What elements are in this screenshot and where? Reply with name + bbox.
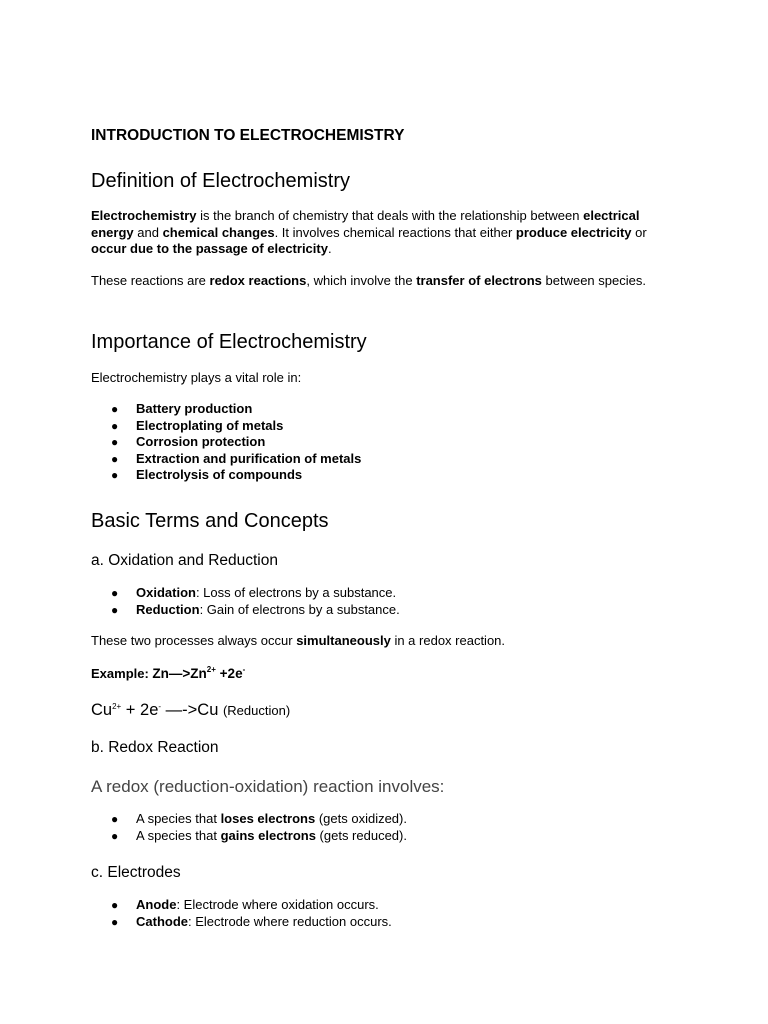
equation-part: + 2e: [121, 701, 159, 719]
list-item-text: (gets reduced).: [315, 827, 407, 843]
equation-zn: [152, 666, 245, 681]
text-span: , which involve the: [306, 273, 417, 288]
bullet-icon: ●: [111, 402, 119, 416]
list-item: [91, 451, 361, 468]
list-item: [91, 434, 361, 451]
term-cathode: Cathode: [136, 913, 188, 929]
bullet-icon: ●: [111, 586, 119, 600]
bullet-icon: ●: [111, 914, 119, 929]
text-span: . It involves chemical reactions that either: [274, 224, 516, 240]
list-item-text: Corrosion protection: [136, 434, 266, 450]
superscript-charge: -: [158, 702, 162, 711]
list-item-text: Electrolysis of compounds: [136, 467, 303, 483]
term-simultaneously: simultaneously: [296, 633, 391, 648]
reduction-note: (Reduction): [222, 703, 291, 718]
term-electrical-energy: electrical energy: [91, 208, 640, 240]
list-item-text: : Electrode where reduction occurs.: [188, 913, 392, 929]
list-item-text: : Loss of electrons by a substance.: [195, 585, 397, 600]
bullet-icon: ●: [111, 828, 119, 843]
list-item-text: A species that: [136, 811, 221, 826]
list-item-text: Battery production: [136, 401, 253, 416]
term-anode: Anode: [136, 897, 177, 912]
electrodes-heading: c. Electrodes: [91, 864, 181, 881]
list-item: [91, 418, 361, 435]
redox-list: [91, 811, 407, 844]
definition-heading: Definition of Electrochemistry: [91, 170, 350, 192]
term-electrochemistry: Electrochemistry: [91, 208, 197, 223]
term-reduction: Reduction: [136, 601, 200, 617]
list-item-text: Electroplating of metals: [136, 417, 284, 433]
simultaneous-note: [91, 633, 681, 650]
text-span: .: [327, 241, 332, 256]
equation-part: Zn—>Zn: [152, 666, 207, 681]
term-loses-electrons: loses electrons: [220, 811, 316, 826]
term-transfer-of-electrons: transfer of electrons: [416, 273, 542, 288]
text-span: or: [631, 224, 647, 240]
term-gains-electrons: gains electrons: [220, 827, 316, 843]
list-item: [91, 897, 392, 914]
bullet-icon: ●: [111, 812, 119, 826]
basic-terms-heading: Basic Terms and Concepts: [91, 510, 329, 532]
text-span: in a redox reaction.: [390, 633, 506, 648]
bullet-icon: ●: [111, 435, 119, 450]
text-span: is the branch of chemistry that deals with the relationship between: [196, 208, 584, 223]
importance-heading: Importance of Electrochemistry: [91, 331, 367, 353]
bullet-icon: ●: [111, 468, 119, 483]
bullet-icon: ●: [111, 898, 119, 912]
list-item: [91, 602, 400, 619]
list-item: [91, 828, 407, 845]
definition-paragraph: [91, 208, 681, 258]
importance-list: [91, 401, 361, 484]
term-passage-of-electricity: occur due to the passage of electricity: [91, 241, 328, 256]
text-span: and: [133, 224, 163, 240]
list-item: [91, 467, 361, 484]
term-oxidation: Oxidation: [136, 585, 196, 600]
oxidation-reduction-heading: a. Oxidation and Reduction: [91, 552, 278, 569]
text-span: between species.: [541, 273, 646, 288]
superscript-charge: 2+: [112, 702, 122, 711]
example-equation-1: [91, 666, 245, 682]
bullet-icon: ●: [111, 602, 119, 617]
document-title: INTRODUCTION TO ELECTROCHEMISTRY: [91, 127, 405, 144]
superscript-charge: -: [242, 665, 246, 674]
superscript-charge: 2+: [206, 665, 216, 674]
list-item-text: : Electrode where oxidation occurs.: [176, 897, 379, 912]
example-label: Example:: [91, 666, 153, 681]
term-produce-electricity: produce electricity: [515, 224, 632, 240]
redox-lead: A redox (reduction-oxidation) reaction involves:: [91, 777, 445, 796]
bullet-icon: ●: [111, 451, 119, 466]
bullet-icon: ●: [111, 418, 119, 433]
list-item: [91, 811, 407, 828]
equation-part: +2e: [215, 666, 243, 681]
term-chemical-changes: chemical changes: [162, 224, 275, 240]
redox-paragraph: [91, 273, 681, 290]
text-span: These two processes always occur: [91, 633, 297, 648]
list-item: [91, 914, 392, 931]
list-item: [91, 585, 400, 602]
example-equation-2: [91, 700, 290, 721]
list-item-text: A species that: [136, 827, 221, 843]
list-item-text: Extraction and purification of metals: [136, 450, 362, 466]
equation-part: Cu: [91, 701, 113, 719]
importance-intro: Electrochemistry plays a vital role in:: [91, 370, 302, 385]
redox-reaction-heading: b. Redox Reaction: [91, 739, 219, 756]
list-item-text: (gets oxidized).: [315, 811, 407, 826]
list-item-text: : Gain of electrons by a substance.: [199, 601, 400, 617]
list-item: [91, 401, 361, 418]
text-span: These reactions are: [91, 273, 210, 288]
oxidation-reduction-list: [91, 585, 400, 618]
equation-part: —->Cu: [161, 701, 223, 719]
term-redox-reactions: redox reactions: [209, 273, 307, 288]
electrodes-list: [91, 897, 392, 930]
